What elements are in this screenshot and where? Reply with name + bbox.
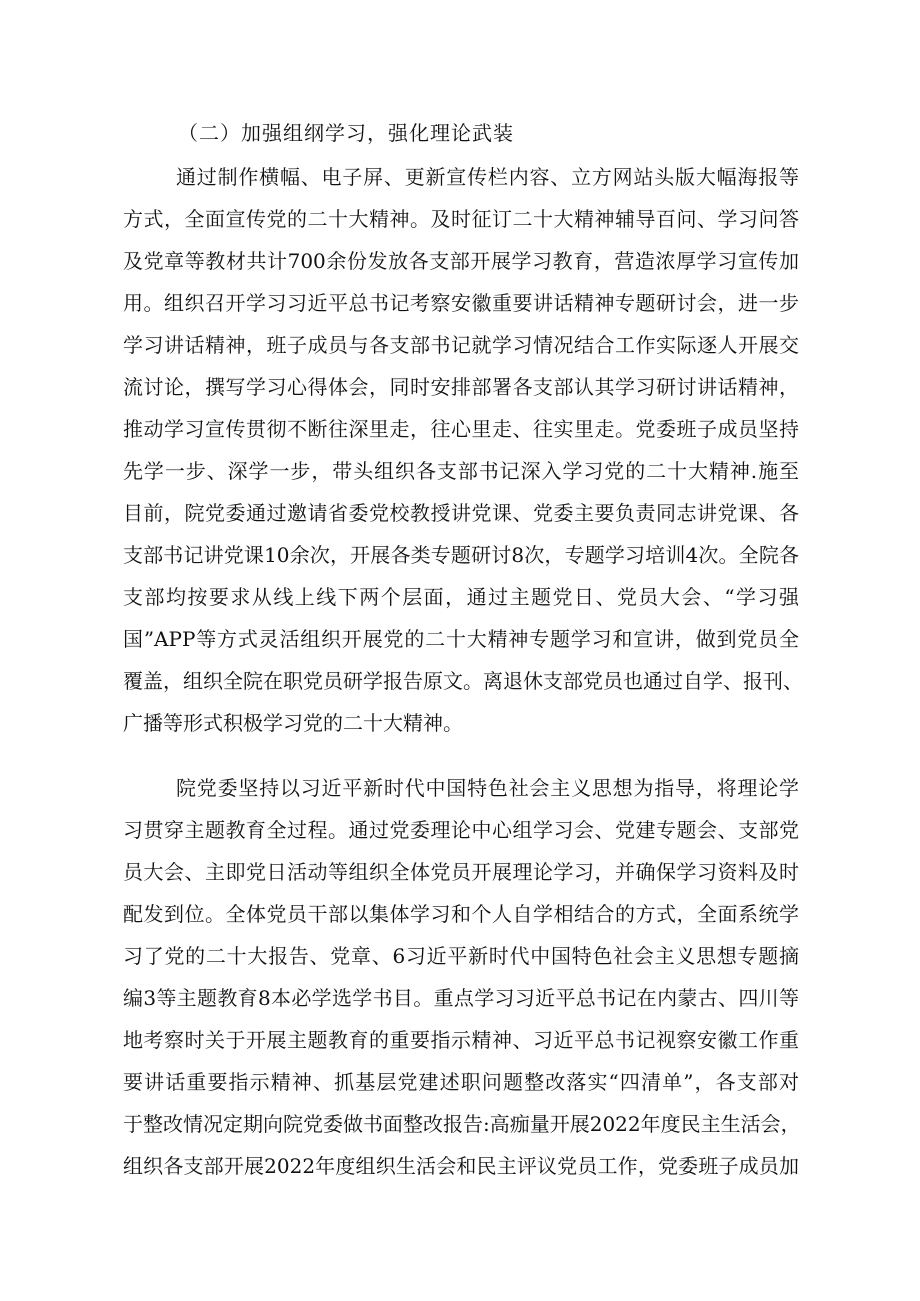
text-line: 学习讲话精神，班子成员与各支部书记就学习情况结合工作实际逐人开展交 [123, 333, 799, 357]
text-line: 推动学习宣传贯彻不断往深里走，往心里走、往实里走。党委班子成员坚持 [123, 417, 799, 441]
text-line: 编3等主题教育8本必学选学书目。重点学习习近平总书记在内蒙古、四川等 [123, 986, 799, 1010]
text-line: 配发到位。全体党员干部以集体学习和个人自学相结合的方式，全面系统学 [123, 902, 799, 926]
text-line: 流讨论，撰写学习心得体会，同时安排部署各支部认其学习研讨讲话精神， [123, 375, 799, 399]
paragraph [123, 156, 803, 744]
text-line: 覆盖，组织全院在职党员研学报告原文。离退休支部党员也通过自学、报刊、 [123, 669, 803, 693]
paragraph [123, 767, 799, 1187]
text-line: 用。组织召开学习习近平总书记考察安徽重要讲话精神专题研讨会，进一步 [123, 291, 799, 315]
text-line: 及党章等教材共计700余份发放各支部开展学习教育，营造浓厚学习宣传加 [123, 249, 799, 273]
text-line: 组织各支部开展2022年度组织生活会和民主评议党员工作，党委班子成员加 [123, 1154, 799, 1178]
text-line: 支部均按要求从线上线下两个层面，通过主题党日、党员大会、“学习强 [123, 585, 799, 609]
text-line: 支部书记讲党课10余次，开展各类专题研讨8次，专题学习培训4次。全院各 [123, 543, 799, 567]
text-line: 国”APP等方式灵活组织开展党的二十大精神专题学习和宣讲，做到党员全 [123, 627, 799, 651]
text-line: 先学一步、深学一步，带头组织各支部书记深入学习党的二十大精神.施至 [123, 459, 799, 483]
text-line: 院党委坚持以习近平新时代中国特色社会主义思想为指导，将理论学 [176, 776, 799, 800]
text-line: 地考察时关于开展主题教育的重要指示精神、习近平总书记视察安徽工作重 [123, 1028, 799, 1052]
section-heading: （二）加强组纲学习，强化理论武装 [178, 121, 514, 145]
text-line: 目前，院党委通过邀请省委党校教授讲党课、党委主要负责同志讲党课、各 [123, 501, 799, 525]
text-line: 广播等形式积极学习党的二十大精神。 [123, 711, 463, 735]
text-line: 通过制作横幅、电子屏、更新宣传栏内容、立方网站头版大幅海报等 [176, 165, 799, 189]
text-line: 于整改情况定期向院党委做书面整改报告:高痂量开展2022年度民主生活会， [123, 1112, 801, 1136]
text-line: 方式，全面宣传党的二十大精神。及时征订二十大精神辅导百问、学习问答 [123, 207, 799, 231]
text-line: 习了党的二十大报告、党章、6习近平新时代中国特色社会主义思想专题摘 [123, 944, 799, 968]
text-line: 员大会、主即党日活动等组织全体党员开展理论学习，并确保学习资料及时 [123, 860, 799, 884]
text-line: 要讲话重要指示精神、抓基层党建述职问题整改落实“四清单”，各支部对 [123, 1070, 799, 1094]
text-line: 习贯穿主题教育全过程。通过党委理论中心组学习会、党建专题会、支部党 [123, 818, 799, 842]
